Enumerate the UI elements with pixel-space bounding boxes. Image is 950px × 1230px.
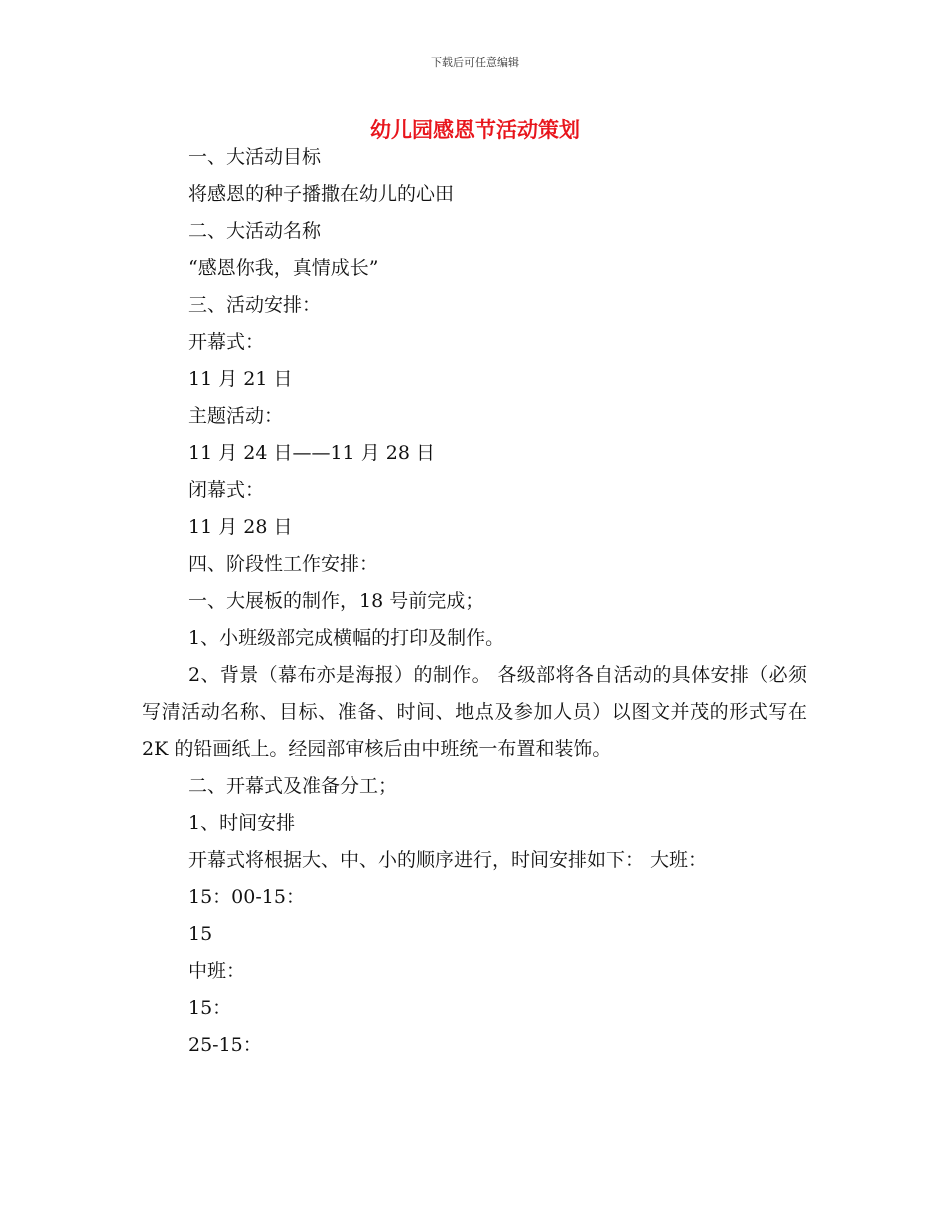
text-line: 将感恩的种子播撒在幼儿的心田 [188,183,455,205]
document-body [142,139,807,1064]
text-line: 11 月 24 日——11 月 28 日 [188,442,435,464]
text-line: 一、大活动目标 [188,146,322,168]
text-line: 开幕式： [188,331,265,353]
text-line: 闭幕式： [188,479,265,501]
text-line: 11 月 21 日 [188,368,293,390]
text-line: 15 [188,923,213,945]
text-line: 1、小班级部完成横幅的打印及制作。 [188,627,505,649]
text-line: 1、时间安排 [188,812,296,834]
text-line: 二、大活动名称 [188,220,322,242]
text-line: 四、阶段性工作安排： [188,553,379,575]
text-line: 三、活动安排： [188,294,322,316]
text-line: 25-15： [188,1034,262,1056]
text-line: 中班： [188,960,246,982]
text-line: 开幕式将根据大、中、小的顺序进行，时间安排如下： 大班： [188,849,708,871]
text-line: 主题活动： [188,405,284,427]
text-line: 15：00-15： [188,886,305,908]
text-line: 二、开幕式及准备分工； [188,775,398,797]
line-group-a [142,139,807,657]
line-group-b [142,768,807,1064]
body-paragraph: 2、背景（幕布亦是海报）的制作。 各级部将各自活动的具体安排（必须写清活动名称、目标、准备、时间、地点及参加人员）以图文并茂的形式写在 2K 的铅画纸上。经园部审核后由中班统一布置和装饰。 [142,664,807,760]
page-header: 下载后可任意编辑 [431,56,519,69]
text-line: 11 月 28 日 [188,516,293,538]
document-title: 幼儿园感恩节活动策划 [370,118,580,142]
text-line: “感恩你我，真情成长” [188,257,379,279]
text-line: 一、大展板的制作，18 号前完成； [188,590,485,612]
text-line: 15： [188,997,232,1019]
